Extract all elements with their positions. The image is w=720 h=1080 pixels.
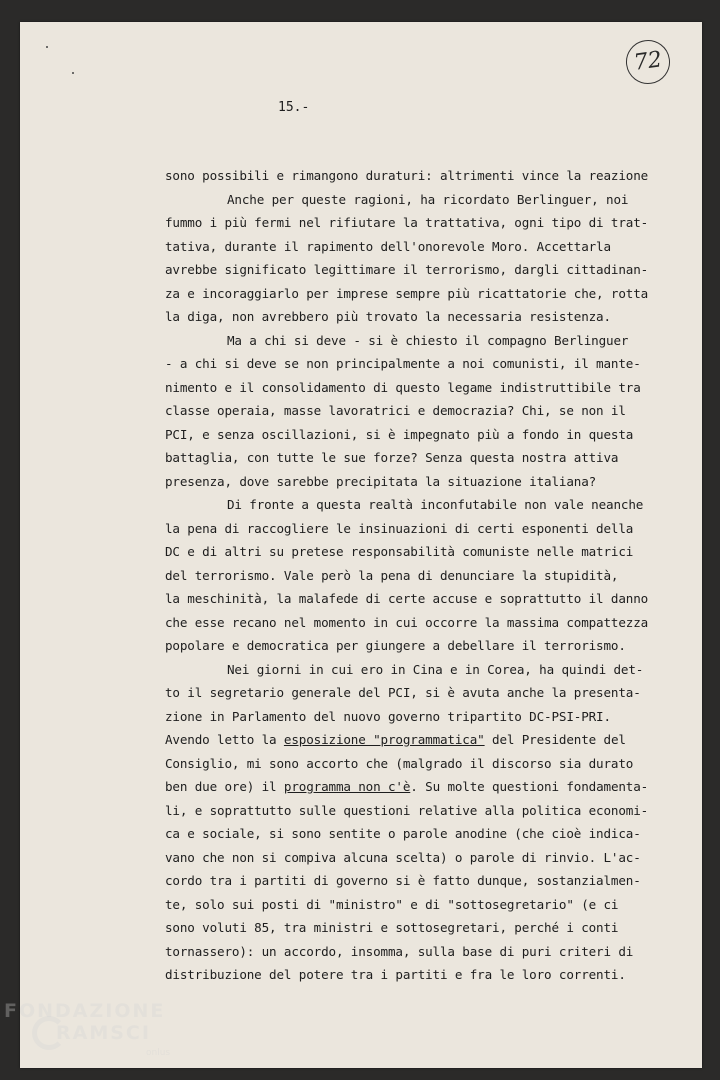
watermark-line-1: FONDAZIONE bbox=[4, 1000, 166, 1022]
text-segment: Avendo letto la bbox=[165, 732, 284, 747]
watermark-line-2: RAMSCI bbox=[56, 1022, 151, 1044]
text-line: del terrorismo. Vale però la pena di denunciare la stupidità, bbox=[165, 567, 619, 583]
text-line: che esse recano nel momento in cui occorre la massima compattezza bbox=[165, 614, 649, 630]
text-segment: del Presidente del bbox=[484, 732, 626, 747]
speck bbox=[72, 72, 74, 74]
text-line: to il segretario generale del PCI, si è avuta anche la presenta- bbox=[165, 685, 641, 700]
underlined-text: esposizione "programmatica" bbox=[283, 732, 485, 747]
text-line: za e incoraggiarlo per imprese sempre più ricattatorie che, rotta bbox=[165, 285, 649, 301]
text-line: sono voluti 85, tra ministri e sottosegretari, perché i conti bbox=[165, 920, 619, 935]
page-number: 15.- bbox=[278, 100, 310, 115]
text-segment: ben due ore) il bbox=[165, 779, 284, 794]
text-line: tornassero): un accordo, insomma, sulla base di puri criteri di bbox=[165, 943, 634, 959]
text-line: sono possibili e rimangono duraturi: altrimenti vince la reazione bbox=[165, 168, 649, 183]
text-line: la diga, non avrebbero più trovato la necessaria resistenza. bbox=[165, 309, 611, 324]
text-line: popolare e democratica per giungere a debellare il terrorismo. bbox=[165, 638, 626, 653]
text-line: fummo i più fermi nel rifiutare la trattativa, ogni tipo di trat- bbox=[165, 215, 649, 230]
text-line: avrebbe significato legittimare il terrorismo, dargli cittadinan- bbox=[165, 262, 649, 277]
text-line: classe operaia, masse lavoratrici e democrazia? Chi, se non il bbox=[165, 403, 626, 418]
text-line: Consiglio, mi sono accorto che (malgrado il discorso sia durato bbox=[165, 755, 634, 771]
text-line: nimento e il consolidamento di questo legame indistruttibile tra bbox=[165, 379, 641, 395]
text-segment: . Su molte questioni fondamenta- bbox=[410, 779, 649, 794]
fondazione-gramsci-watermark bbox=[4, 1000, 171, 1058]
text-line: PCI, e senza oscillazioni, si è impegnato più a fondo in questa bbox=[165, 426, 634, 442]
text-line: vano che non si compiva alcuna scelta) o parole di rinvio. L'ac- bbox=[165, 849, 641, 865]
text-line: ca e sociale, si sono sentite o parole anodine (che cioè indica- bbox=[165, 826, 641, 841]
document-body bbox=[165, 164, 649, 987]
text-line: la pena di raccogliere le insinuazioni di certi esponenti della bbox=[165, 520, 634, 536]
text-line: distribuzione del potere tra i partiti e fra le loro correnti. bbox=[165, 967, 626, 982]
text-line: presenza, dove sarebbe precipitata la situazione italiana? bbox=[165, 473, 597, 489]
text-line bbox=[165, 775, 649, 799]
archive-number-stamp: 72 bbox=[623, 37, 673, 87]
text-line: la meschinità, la malafede di certe accuse e soprattutto il danno bbox=[165, 591, 649, 606]
text-line bbox=[165, 728, 625, 752]
text-line: Anche per queste ragioni, ha ricordato Berlinguer, noi bbox=[227, 191, 629, 207]
text-line: DC e di altri su pretese responsabilità comuniste nelle matrici bbox=[165, 544, 634, 559]
text-line: Ma a chi si deve - si è chiesto il compagno Berlinguer bbox=[227, 332, 629, 348]
text-line: te, solo sui posti di "ministro" e di "sottosegretario" (e ci bbox=[165, 896, 619, 912]
speck bbox=[46, 46, 48, 48]
text-line: Nei giorni in cui ero in Cina e in Corea, ha quindi det- bbox=[227, 661, 644, 677]
document-page bbox=[20, 22, 702, 1068]
text-line: Di fronte a questa realtà inconfutabile non vale neanche bbox=[227, 497, 644, 512]
text-line: - a chi si deve se non principalmente a noi comunisti, il mante- bbox=[165, 356, 641, 371]
text-line: tativa, durante il rapimento dell'onorevole Moro. Accettarla bbox=[165, 238, 611, 254]
underlined-text: programma non c'è bbox=[283, 779, 411, 794]
text-line: battaglia, con tutte le sue forze? Senza questa nostra attiva bbox=[165, 450, 619, 465]
text-line: zione in Parlamento del nuovo governo tripartito DC-PSI-PRI. bbox=[165, 708, 611, 724]
text-line: li, e soprattutto sulle questioni relative alla politica economi- bbox=[165, 802, 649, 818]
watermark-line-3: onlus bbox=[146, 1048, 171, 1058]
text-line: cordo tra i partiti di governo si è fatto dunque, sostanzialmen- bbox=[165, 873, 641, 888]
